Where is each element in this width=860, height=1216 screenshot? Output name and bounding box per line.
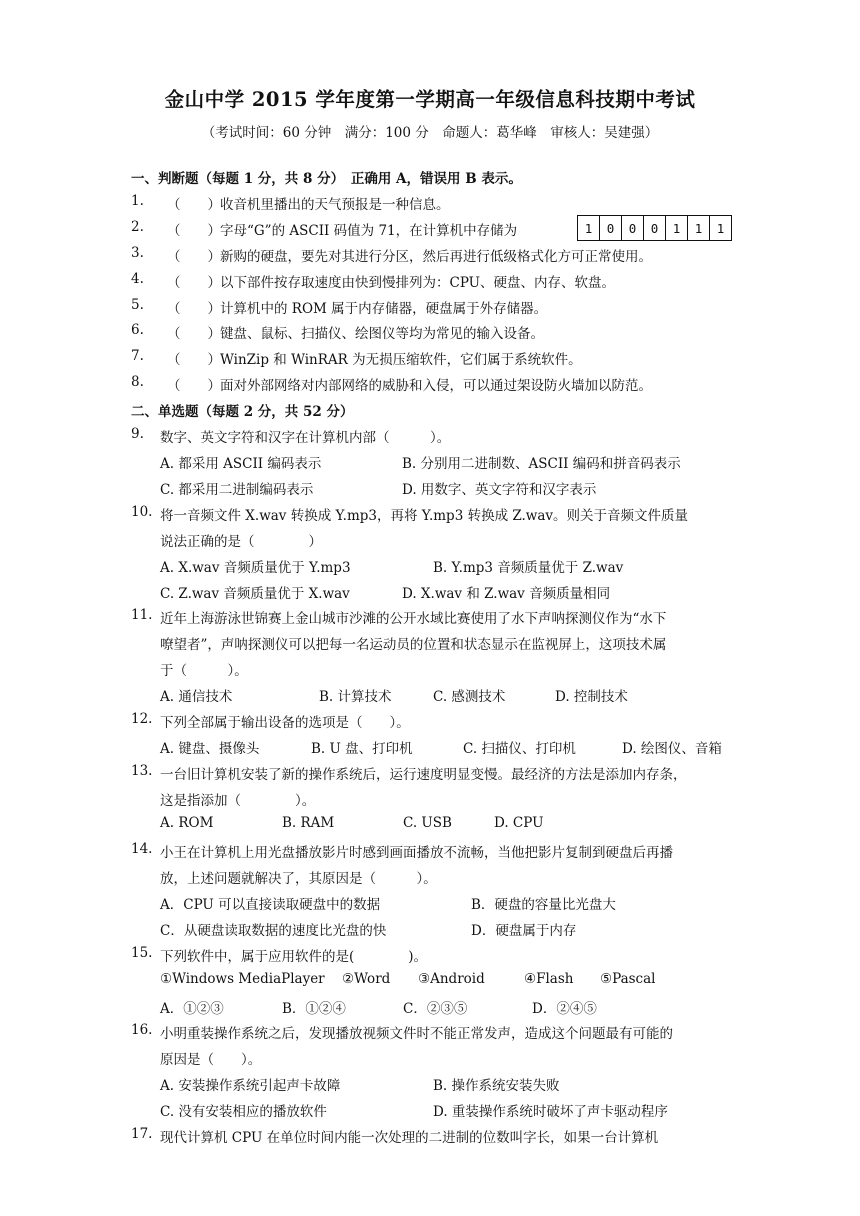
option-b: B. 操作系统安装失败	[433, 1078, 560, 1094]
bit-cell: 0	[600, 216, 622, 240]
question-stem: 一台旧计算机安装了新的操作系统后，运行速度明显变慢。最经济的方法是添加内存条，	[160, 767, 687, 783]
option-d: D. X.wav 和 Z.wav 音频质量相同	[402, 586, 611, 602]
software-item: ⑤Pascal	[600, 971, 656, 987]
question-number: 14.	[131, 841, 153, 857]
bit-cell: 0	[644, 216, 666, 240]
question-text: 字母“G”的 ASCII 码值为 71，在计算机中存储为	[220, 223, 518, 239]
bit-cell: 1	[688, 216, 710, 240]
question-stem: 下列软件中，属于应用软件的是( )。	[160, 949, 428, 965]
question-stem: 说法正确的是（ ）	[160, 534, 322, 550]
option-b: B．硬盘的容量比光盘大	[471, 897, 616, 913]
answer-bracket: （ ）	[167, 197, 221, 213]
software-item: ①Windows MediaPlayer	[160, 971, 325, 987]
question-text: 新购的硬盘，要先对其进行分区，然后再进行低级格式化方可正常使用。	[220, 249, 652, 265]
question-number: 15.	[131, 945, 153, 961]
bit-cell: 1	[716, 220, 725, 236]
software-item: ②Word	[342, 971, 391, 987]
section-heading-true-false: 一、判断题（每题 1 分，共 8 分） 正确用 A，错误用 B 表示。	[131, 171, 522, 187]
question-number: 10.	[131, 504, 153, 520]
bit-cell: 1	[666, 216, 688, 240]
option-d: D. 控制技术	[555, 689, 628, 705]
answer-bracket: （ ）	[167, 352, 221, 368]
question-stem: 下列全部属于输出设备的选项是（ ）。	[160, 715, 410, 731]
option-c: C. 扫描仪、打印机	[463, 741, 576, 757]
question-stem: 数字、英文字符和汉字在计算机内部（ ）。	[160, 430, 451, 446]
option-b: B. U 盘、打印机	[311, 741, 413, 757]
question-text: 键盘、鼠标、扫描仪、绘图仪等均为常见的输入设备。	[220, 326, 544, 342]
option-c: C. USB	[403, 815, 452, 831]
question-stem: 原因是（ ）。	[160, 1052, 262, 1068]
option-c: C．②③⑤	[403, 1001, 468, 1017]
question-stem: 放，上述问题就解决了，其原因是（ ）。	[160, 871, 437, 887]
question-number: 4.	[131, 271, 144, 287]
option-a: A. 通信技术	[160, 689, 233, 705]
option-d: D. 绘图仪、音箱	[622, 741, 722, 757]
question-number: 11.	[131, 607, 153, 623]
option-c: C. 都采用二进制编码表示	[160, 482, 314, 498]
question-text: 计算机中的 ROM 属于内存储器，硬盘属于外存储器。	[220, 301, 548, 317]
exam-subtitle: （考试时间：60 分钟 满分：100 分 命题人：葛华峰 审核人：吴建强）	[201, 125, 659, 141]
option-b: B. 分别用二进制数、ASCII 编码和拼音码表示	[402, 456, 681, 472]
answer-bracket: （ ）	[167, 275, 221, 291]
option-d: D．②④⑤	[532, 1001, 597, 1017]
option-c: C. Z.wav 音频质量优于 X.wav	[160, 586, 350, 602]
option-d: D. 用数字、英文字符和汉字表示	[402, 482, 597, 498]
answer-bracket: （ ）	[167, 301, 221, 317]
section-heading-single-choice: 二、单选题（每题 2 分，共 52 分）	[131, 404, 354, 420]
option-b: B. RAM	[282, 815, 335, 831]
question-number: 6.	[131, 322, 144, 338]
question-stem: 这是指添加（ ）。	[160, 793, 316, 809]
option-c: C. 没有安装相应的播放软件	[160, 1104, 327, 1120]
software-item: ③Android	[418, 971, 485, 987]
option-a: A. X.wav 音频质量优于 Y.mp3	[160, 560, 351, 576]
question-stem: 小王在计算机上用光盘播放影片时感到画面播放不流畅，当他把影片复制到硬盘后再播	[160, 845, 673, 861]
question-number: 17.	[131, 1126, 153, 1142]
option-b: B. Y.mp3 音频质量优于 Z.wav	[433, 560, 624, 576]
option-a: A. ROM	[160, 815, 214, 831]
question-number: 2.	[131, 219, 144, 235]
question-number: 8.	[131, 374, 144, 390]
bit-cell: 1	[578, 216, 600, 240]
question-number: 3.	[131, 245, 144, 261]
question-stem: 嘹望者”，声呐探测仪可以把每一名运动员的位置和状态显示在监视屏上，这项技术属	[160, 637, 667, 653]
option-b: B. 计算技术	[319, 689, 392, 705]
option-a: A. 都采用 ASCII 编码表示	[160, 456, 322, 472]
answer-bracket: （ ）	[167, 378, 221, 394]
question-stem: 小明重装操作系统之后，发现播放视频文件时不能正常发声，造成这个问题最有可能的	[160, 1026, 673, 1042]
question-text: 收音机里播出的天气预报是一种信息。	[220, 197, 450, 213]
question-text: WinZip 和 WinRAR 为无损压缩软件，它们属于系统软件。	[220, 352, 582, 368]
question-number: 5.	[131, 297, 144, 313]
question-number: 9.	[131, 426, 144, 442]
option-a: A．CPU 可以直接读取硬盘中的数据	[160, 897, 381, 913]
answer-bracket: （ ）	[167, 326, 221, 342]
binary-storage-cells	[577, 215, 732, 241]
question-number: 1.	[131, 193, 144, 209]
question-number: 12.	[131, 711, 153, 727]
software-item: ④Flash	[524, 971, 574, 987]
question-number: 16.	[131, 1022, 153, 1038]
option-d: D. CPU	[494, 815, 544, 831]
option-a: A．①②③	[160, 1001, 224, 1017]
question-stem: 现代计算机 CPU 在单位时间内能一次处理的二进制的位数叫字长，如果一台计算机	[160, 1130, 659, 1146]
option-a: A. 键盘、摄像头	[160, 741, 260, 757]
option-c: C．从硬盘读取数据的速度比光盘的快	[160, 923, 387, 939]
option-a: A. 安装操作系统引起声卡故障	[160, 1078, 341, 1094]
answer-bracket: （ ）	[167, 249, 221, 265]
question-stem: 于（ ）。	[160, 663, 248, 679]
question-text: 面对外部网络对内部网络的威胁和入侵，可以通过架设防火墙加以防范。	[220, 378, 652, 394]
bit-cell: 0	[622, 216, 644, 240]
exam-title: 金山中学 2015 学年度第一学期高一年级信息科技期中考试	[164, 88, 696, 111]
question-stem: 将一音频文件 X.wav 转换成 Y.mp3，再将 Y.mp3 转换成 Z.wav。则关于音频文件质量	[160, 508, 689, 524]
option-d: D. 重装操作系统时破坏了声卡驱动程序	[433, 1104, 668, 1120]
option-c: C. 感测技术	[433, 689, 506, 705]
question-stem: 近年上海游泳世锦赛上金山城市沙滩的公开水域比赛使用了水下声呐探测仪作为“水下	[160, 611, 667, 627]
question-number: 7.	[131, 348, 144, 364]
question-text: 以下部件按存取速度由快到慢排列为：CPU、硬盘、内存、软盘。	[220, 275, 616, 291]
option-b: B．①②④	[282, 1001, 346, 1017]
question-number: 13.	[131, 763, 153, 779]
option-d: D．硬盘属于内存	[471, 923, 577, 939]
answer-bracket: （ ）	[167, 223, 221, 239]
